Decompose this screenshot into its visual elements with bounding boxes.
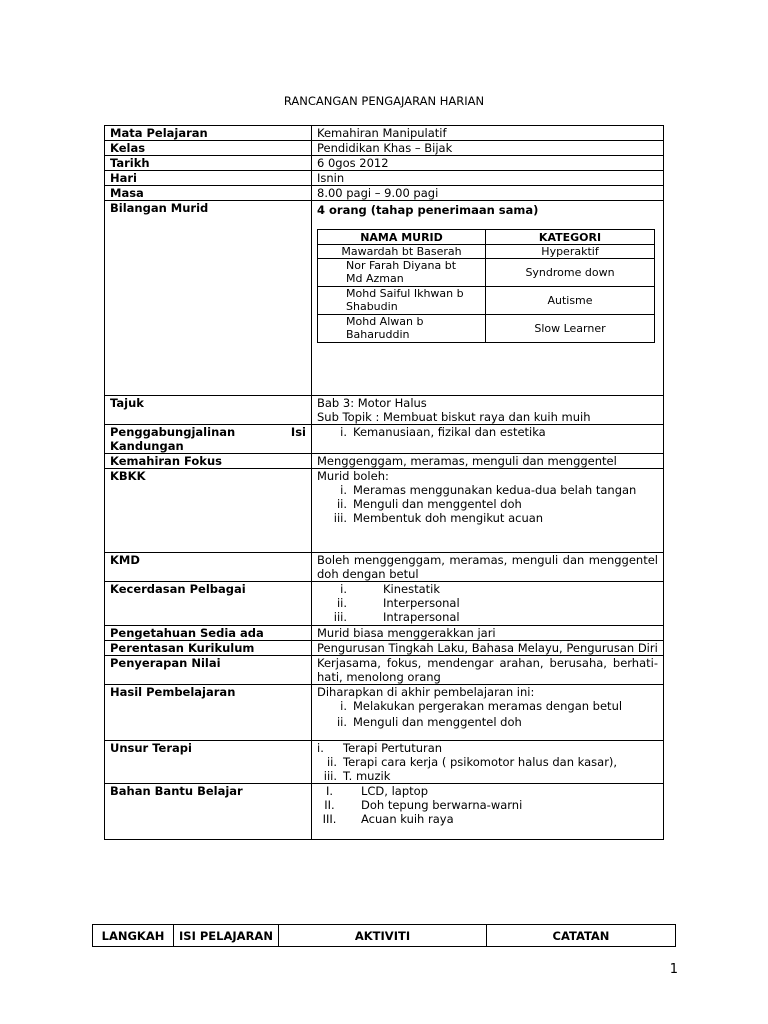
value-hari: Isnin: [312, 171, 664, 186]
value-kmd: Boleh menggenggam, meramas, menguli dan menggentel doh dengan betul: [312, 553, 664, 582]
label-hasil: Hasil Pembelajaran: [105, 685, 312, 741]
list-num: iii.: [333, 610, 347, 624]
label-tajuk: Tajuk: [105, 396, 312, 425]
list-text: Interpersonal: [383, 596, 460, 610]
list-item: [317, 596, 658, 610]
row-kmd: [105, 553, 664, 582]
page-number: 1: [669, 962, 678, 977]
student-name-cont: Md Azman: [346, 272, 404, 285]
row-kbkk: [105, 469, 664, 553]
student-row: [318, 259, 655, 287]
label-unsur-terapi: Unsur Terapi: [105, 741, 312, 784]
row-tarikh: [105, 156, 664, 171]
list-item: [317, 425, 658, 439]
tajuk-line-1: Bab 3: Motor Halus: [317, 396, 427, 410]
label-kmd: KMD: [105, 553, 312, 582]
page-title: RANCANGAN PENGAJARAN HARIAN: [283, 94, 485, 108]
kbkk-intro: Murid boleh:: [317, 469, 389, 483]
list-num: i.: [340, 425, 347, 439]
label-penggabungjalinan-word3: Kandungan: [110, 439, 184, 453]
value-bilangan-murid: 4 orang (tahap penerimaan sama): [317, 203, 539, 217]
activity-table: [92, 924, 676, 947]
student-name-cont: Baharuddin: [346, 328, 410, 341]
tajuk-line-2: Sub Topik : Membuat biskut raya dan kuih muih: [317, 410, 591, 424]
value-kelas: Pendidikan Khas – Bijak: [312, 141, 664, 156]
row-perentasan: [105, 641, 664, 656]
student-name-cont: Shabudin: [346, 300, 398, 313]
value-penyerapan: Kerjasama, fokus, mendengar arahan, berusaha, berhati-hati, menolong orang: [312, 656, 664, 685]
student-name: Mohd Saiful Ikhwan b: [346, 287, 464, 300]
list-num: i.: [340, 483, 347, 497]
label-penggabungjalinan-word2: Isi: [290, 425, 306, 439]
student-row: [318, 315, 655, 343]
row-mata-pelajaran: [105, 126, 664, 141]
student-category: Autisme: [486, 287, 655, 315]
row-kelas: [105, 141, 664, 156]
list-num: i.: [317, 741, 324, 755]
list-item: [317, 798, 658, 812]
label-hari: Hari: [105, 171, 312, 186]
student-name: Nor Farah Diyana bt: [346, 259, 457, 272]
list-num: iii.: [333, 511, 347, 525]
label-kemahiran-fokus: Kemahiran Fokus: [105, 454, 312, 469]
list-num: ii.: [336, 596, 347, 610]
row-pengetahuan: [105, 626, 664, 641]
list-text: LCD, laptop: [361, 784, 428, 798]
list-text: Doh tepung berwarna-warni: [361, 798, 523, 812]
label-tarikh: Tarikh: [105, 156, 312, 171]
list-item: [317, 715, 658, 729]
label-mata-pelajaran: Mata Pelajaran: [105, 126, 312, 141]
student-row: [318, 287, 655, 315]
list-text: Membentuk doh mengikut acuan: [353, 511, 544, 525]
label-pengetahuan: Pengetahuan Sedia ada: [105, 626, 312, 641]
list-text: Kemanusiaan, fizikal dan estetika: [353, 425, 546, 439]
list-num: ii.: [336, 715, 347, 729]
row-hari: [105, 171, 664, 186]
header-kategori: KATEGORI: [486, 230, 655, 245]
student-name: Mohd Alwan b: [346, 315, 424, 328]
list-text: Melakukan pergerakan meramas dengan betul: [353, 699, 623, 713]
value-pengetahuan: Murid biasa menggerakkan jari: [312, 626, 664, 641]
label-kecerdasan: Kecerdasan Pelbagai: [105, 582, 312, 626]
list-text: Terapi cara kerja ( psikomotor halus dan kasar),: [343, 755, 618, 769]
list-num: ii.: [326, 755, 337, 769]
row-kemahiran-fokus: [105, 454, 664, 469]
list-text: Intrapersonal: [383, 610, 460, 624]
list-num: i.: [340, 699, 347, 713]
value-perentasan: Pengurusan Tingkah Laku, Bahasa Melayu, Pengurusan Diri: [312, 641, 664, 656]
activity-header-row: [93, 925, 676, 947]
list-item: [317, 497, 658, 511]
list-text: Acuan kuih raya: [361, 812, 454, 826]
header-isi-pelajaran: ISI PELAJARAN: [174, 925, 279, 947]
value-masa: 8.00 pagi – 9.00 pagi: [312, 186, 664, 201]
list-item: [317, 582, 658, 596]
row-kecerdasan: [105, 582, 664, 626]
student-category: Hyperaktif: [486, 245, 655, 259]
students-header-row: [318, 230, 655, 245]
header-aktiviti: AKTIVITI: [279, 925, 487, 947]
list-item: [317, 610, 658, 624]
header-catatan: CATATAN: [487, 925, 676, 947]
label-bahan-bantu: Bahan Bantu Belajar: [105, 784, 312, 840]
row-unsur-terapi: [105, 741, 664, 784]
label-kbkk: KBKK: [105, 469, 312, 553]
list-num: i.: [340, 582, 347, 596]
label-kelas: Kelas: [105, 141, 312, 156]
students-table: [317, 229, 655, 343]
list-item: [317, 699, 658, 713]
list-item: [317, 812, 658, 826]
list-text: Terapi Pertuturan: [343, 741, 443, 755]
list-item: [317, 769, 658, 783]
label-penggabungjalinan: [105, 425, 312, 454]
student-category: Syndrome down: [486, 259, 655, 287]
label-perentasan: Perentasan Kurikulum: [105, 641, 312, 656]
row-tajuk: [105, 396, 664, 425]
list-num: ii.: [336, 497, 347, 511]
list-num: I.: [325, 784, 334, 798]
row-bilangan-murid: [105, 201, 664, 396]
list-item: [317, 741, 658, 755]
row-masa: [105, 186, 664, 201]
list-num: iii.: [323, 769, 337, 783]
list-item: [317, 755, 658, 769]
hasil-intro: Diharapkan di akhir pembelajaran ini:: [317, 685, 535, 699]
label-bilangan-murid: Bilangan Murid: [105, 201, 312, 396]
row-penggabungjalinan: [105, 425, 664, 454]
label-penggabungjalinan-word1: Penggabungjalinan: [110, 425, 236, 439]
value-tarikh: 6 0gos 2012: [312, 156, 664, 171]
list-text: T. muzik: [343, 769, 391, 783]
row-bahan-bantu: [105, 784, 664, 840]
row-penyerapan: [105, 656, 664, 685]
header-langkah: LANGKAH: [93, 925, 174, 947]
list-text: Menguli dan menggentel doh: [353, 715, 522, 729]
student-name: Mawardah bt Baserah: [318, 245, 486, 259]
row-hasil: [105, 685, 664, 741]
lesson-plan-table: [104, 125, 664, 840]
list-text: Meramas menggunakan kedua-dua belah tangan: [353, 483, 637, 497]
list-num: II.: [324, 798, 335, 812]
list-text: Kinestatik: [383, 582, 441, 596]
header-nama-murid: NAMA MURID: [318, 230, 486, 245]
list-text: Menguli dan menggentel doh: [353, 497, 522, 511]
student-category: Slow Learner: [486, 315, 655, 343]
value-mata-pelajaran: Kemahiran Manipulatif: [312, 126, 664, 141]
list-num: III.: [322, 812, 337, 826]
list-item: [317, 511, 658, 525]
list-item: [317, 483, 658, 497]
list-item: [317, 784, 658, 798]
label-masa: Masa: [105, 186, 312, 201]
value-kemahiran-fokus: Menggenggam, meramas, menguli dan menggentel: [312, 454, 664, 469]
label-penyerapan: Penyerapan Nilai: [105, 656, 312, 685]
student-row: [318, 245, 655, 259]
